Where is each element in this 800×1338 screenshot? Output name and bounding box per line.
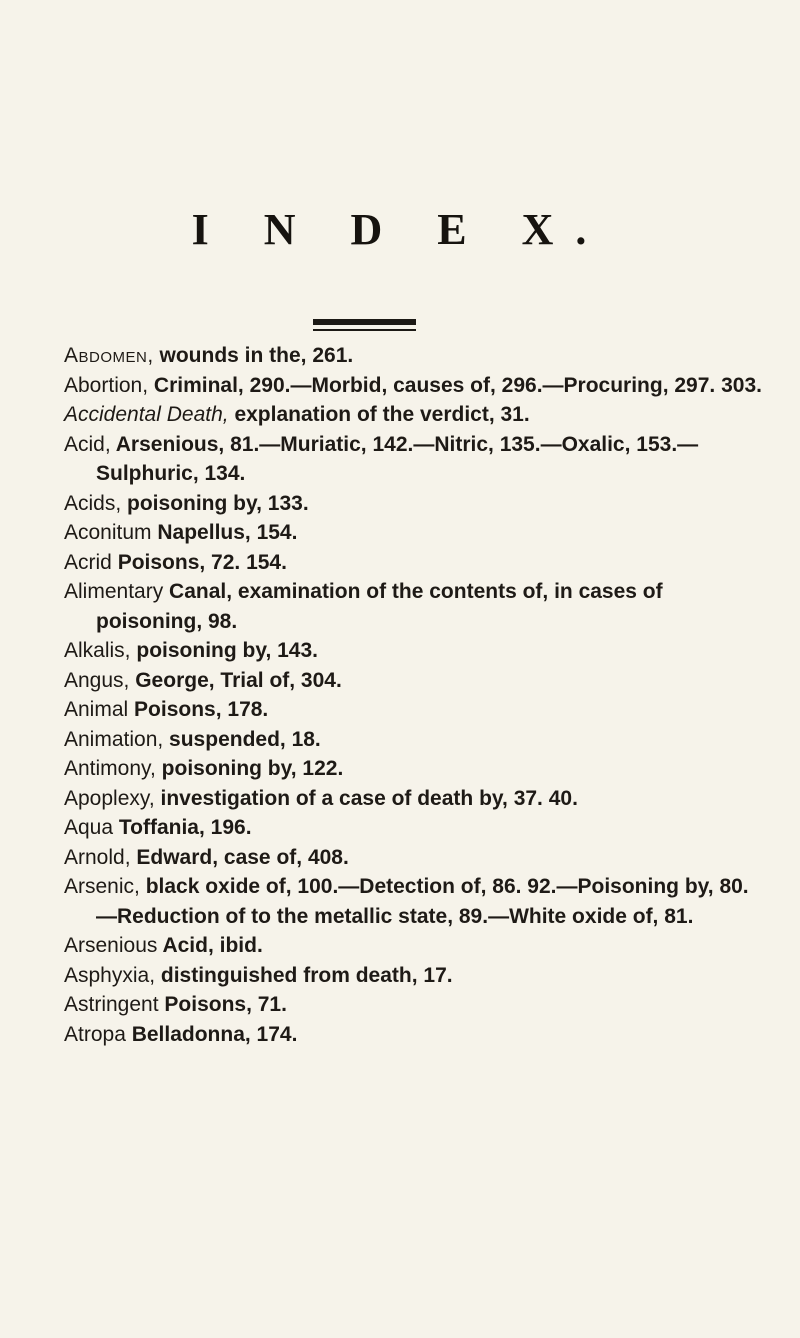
index-entry bbox=[64, 784, 764, 814]
entry-text: Poisons, 178. bbox=[128, 698, 269, 721]
title-rule-thick bbox=[313, 319, 416, 325]
entry-text: distinguished from death, 17. bbox=[155, 963, 453, 987]
index-entry bbox=[64, 843, 764, 873]
index-entry bbox=[64, 548, 764, 578]
index-entry bbox=[64, 754, 764, 784]
index-entry bbox=[64, 990, 764, 1020]
index-entry bbox=[64, 489, 764, 519]
entry-text: Acid, ibid. bbox=[157, 934, 263, 957]
entry-head: Abdomen, bbox=[64, 344, 154, 367]
index-entry bbox=[64, 1020, 764, 1050]
entry-head: Abortion, bbox=[64, 373, 149, 397]
entry-head: Acids, bbox=[64, 491, 122, 515]
index-entry bbox=[64, 518, 764, 548]
index-entry bbox=[64, 341, 764, 371]
index-entry bbox=[64, 430, 764, 489]
entry-head: Acrid bbox=[64, 550, 112, 574]
index-entry bbox=[64, 872, 764, 931]
entry-head: Astringent bbox=[64, 993, 159, 1016]
entry-head: Apoplexy, bbox=[64, 786, 155, 810]
entry-text: black oxide of, 100.—Detection of, 86. 92.—Poisoning by, 80.—Reduction of to the metallic state, 89.—White oxide of, 81. bbox=[96, 875, 749, 928]
index-entry bbox=[64, 695, 764, 725]
entry-head: Antimony, bbox=[64, 757, 156, 780]
index-entry bbox=[64, 961, 764, 991]
index-entry bbox=[64, 813, 764, 843]
entry-head: Animal bbox=[64, 698, 129, 721]
entry-head: Aqua bbox=[64, 816, 114, 839]
index-entry bbox=[64, 371, 764, 401]
entry-head: Acid, bbox=[64, 432, 111, 456]
entry-head: Alimentary bbox=[64, 580, 164, 603]
index-entry bbox=[64, 577, 764, 636]
entry-text: poisoning by, 122. bbox=[155, 757, 344, 780]
entry-head: Animation, bbox=[64, 727, 164, 751]
entry-head: Arsenic, bbox=[64, 875, 140, 898]
index-entry bbox=[64, 931, 764, 961]
entry-head: Arsenious bbox=[64, 934, 158, 957]
page-title: I N D E X. bbox=[191, 205, 609, 254]
entry-text: explanation of the verdict, 31. bbox=[228, 403, 530, 426]
entry-text: poisoning by, 143. bbox=[130, 639, 319, 662]
index-entries bbox=[64, 341, 764, 1049]
entry-text: investigation of a case of death by, 37. 40. bbox=[154, 786, 578, 810]
entry-text: Belladonna, 174. bbox=[125, 1022, 298, 1046]
entry-head: Aconitum bbox=[64, 521, 152, 544]
entry-head: Accidental Death, bbox=[64, 403, 229, 426]
entry-text: Edward, case of, 408. bbox=[130, 845, 349, 869]
entry-text: Napellus, 154. bbox=[151, 521, 298, 544]
entry-head: Asphyxia, bbox=[64, 963, 156, 987]
entry-text: Arsenious, 81.—Muriatic, 142.—Nitric, 135.—Oxalic, 153.—Sulphuric, 134. bbox=[96, 432, 699, 485]
entry-head: Arnold, bbox=[64, 845, 131, 869]
entry-text: wounds in the, 261. bbox=[153, 344, 354, 367]
index-entry bbox=[64, 636, 764, 666]
index-entry bbox=[64, 666, 764, 696]
entry-text: Criminal, 290.—Morbid, causes of, 296.—Procuring, 297. 303. bbox=[148, 373, 762, 397]
entry-head: Angus, bbox=[64, 668, 130, 692]
entry-text: Canal, examination of the contents of, in cases of poisoning, 98. bbox=[96, 580, 663, 633]
index-entry bbox=[64, 400, 764, 430]
index-entry bbox=[64, 725, 764, 755]
entry-text: Poisons, 71. bbox=[158, 993, 287, 1016]
title-rule-thin bbox=[313, 329, 416, 331]
entry-text: Poisons, 72. 154. bbox=[111, 550, 287, 574]
entry-text: poisoning by, 133. bbox=[121, 491, 309, 515]
entry-text: Toffania, 196. bbox=[113, 816, 252, 839]
entry-head: Atropa bbox=[64, 1022, 126, 1046]
entry-text: suspended, 18. bbox=[163, 727, 321, 751]
entry-head: Alkalis, bbox=[64, 639, 131, 662]
entry-text: George, Trial of, 304. bbox=[129, 668, 342, 692]
